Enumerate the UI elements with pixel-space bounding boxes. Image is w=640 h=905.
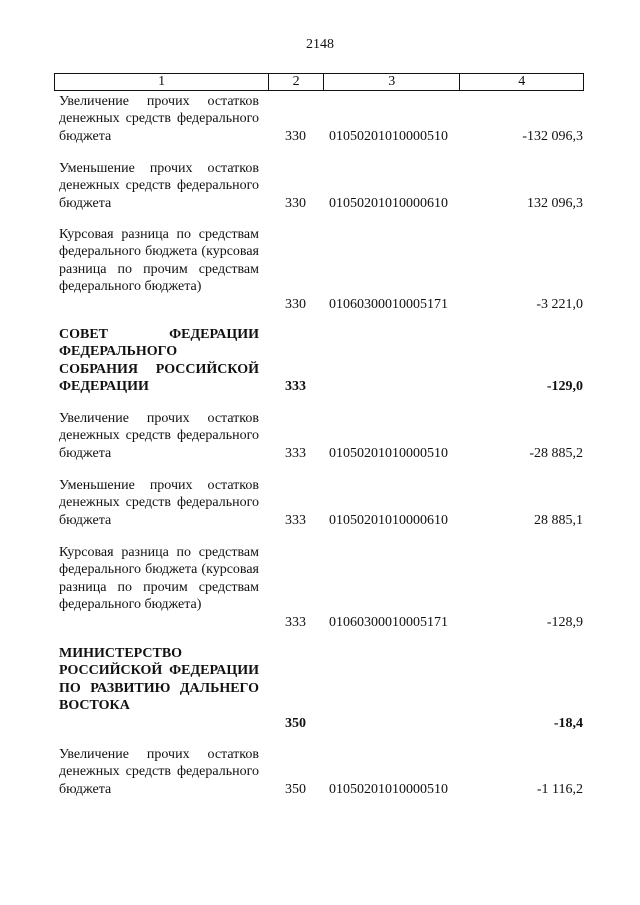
row-kbk-code: 01050201010000610 (329, 195, 448, 211)
row-kbk-code: 01050201010000510 (329, 445, 448, 461)
row-code: 333 (285, 445, 306, 461)
row-amount: -18,4 (553, 715, 583, 731)
row-amount: -132 096,3 (522, 128, 583, 144)
header-col-4: 4 (518, 74, 526, 89)
header-col-1: 1 (55, 74, 269, 90)
row-name: Курсовая разница по средствам федерального бюджета (курсовая разница по прочим средствам федерального бюджета) (59, 227, 259, 295)
row-name: Увеличение прочих остатков денежных средств федерального бюджета (59, 94, 259, 144)
row-kbk-code: 01050201010000610 (329, 512, 448, 528)
row-name: Курсовая разница по средствам федерального бюджета (курсовая разница по прочим средствам федерального бюджета) (59, 545, 259, 613)
row-code: 350 (285, 781, 306, 797)
row-name: Увеличение прочих остатков денежных средств федерального бюджета (59, 411, 259, 461)
row-amount: -128,9 (546, 614, 583, 630)
row-code: 350 (285, 715, 306, 731)
row-amount: -129,0 (546, 379, 583, 395)
row-code: 333 (285, 512, 306, 528)
row-code: 330 (285, 195, 306, 211)
row-amount: -3 221,0 (536, 296, 583, 312)
row-code: 333 (285, 614, 306, 630)
row-kbk-code: 01050201010000510 (329, 128, 448, 144)
table-header-row (54, 73, 584, 91)
row-amount: 132 096,3 (527, 195, 583, 211)
page-number: 2148 (306, 37, 334, 52)
row-name: Уменьшение прочих остатков денежных средств федерального бюджета (59, 478, 259, 528)
row-name: МИНИСТЕРСТВО РОССИЙСКОЙ ФЕДЕРАЦИИ ПО РАЗВИТИЮ ДАЛЬНЕГО ВОСТОКА (59, 646, 259, 714)
row-kbk-code: 01060300010005171 (329, 296, 448, 312)
row-kbk-code: 01050201010000510 (329, 781, 448, 797)
header-col-3: 3 (324, 74, 460, 90)
row-amount: 28 885,1 (534, 512, 583, 528)
row-kbk-code: 01060300010005171 (329, 614, 448, 630)
row-amount: -28 885,2 (529, 445, 583, 461)
row-code: 333 (285, 379, 306, 395)
row-amount: -1 116,2 (536, 781, 583, 797)
header-col-2: 2 (269, 74, 324, 90)
row-code: 330 (285, 296, 306, 312)
row-name: СОВЕТ ФЕДЕРАЦИИ ФЕДЕРАЛЬНОГО СОБРАНИЯ РОССИЙСКОЙ ФЕДЕРАЦИИ (59, 327, 259, 395)
row-code: 330 (285, 128, 306, 144)
row-name: Увеличение прочих остатков денежных средств федерального бюджета (59, 747, 259, 797)
row-name: Уменьшение прочих остатков денежных средств федерального бюджета (59, 161, 259, 211)
